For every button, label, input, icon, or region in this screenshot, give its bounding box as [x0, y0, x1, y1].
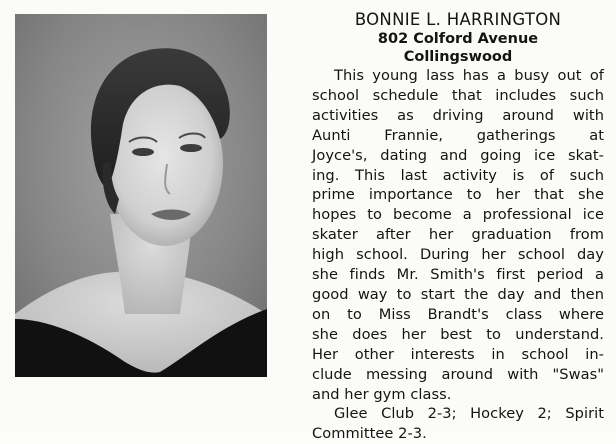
student-entry: [312, 10, 604, 444]
bio-line: hopes to become a professional ice: [312, 206, 604, 224]
portrait-image: [15, 14, 267, 377]
bio-line: on to Miss Brandt's class where: [312, 305, 604, 323]
bio-line: ing. This last activity is of such: [312, 166, 604, 184]
bio-line: prime importance to her that she: [312, 186, 604, 204]
student-bio: [312, 66, 604, 444]
bio-line: activities as driving around with: [312, 106, 604, 124]
bio-line: good way to start the day and then: [312, 285, 604, 303]
address-town: Collingswood: [403, 49, 513, 65]
bio-line: Her other interests in school in-: [312, 345, 604, 363]
bio-line: Joyce's, dating and going ice skat-: [312, 146, 604, 164]
bio-line: school schedule that includes such: [312, 86, 604, 104]
bio-line: Aunti Frannie, gatherings at: [312, 126, 604, 144]
activities-line: Committee 2-3.: [312, 425, 427, 443]
address-street: 802 Colford Avenue: [377, 31, 539, 47]
bio-line: she finds Mr. Smith's first period a: [312, 266, 604, 284]
bio-line: skater after her graduation from: [312, 226, 604, 244]
student-name: BONNIE L. HARRINGTON: [354, 10, 562, 29]
bio-line: clude messing around with "Swas": [312, 365, 604, 383]
bio-line: high school. During her school day: [312, 246, 604, 264]
activities-line: Glee Club 2-3; Hockey 2; Spirit: [334, 405, 604, 423]
bio-line: and her gym class.: [312, 385, 452, 403]
bio-line: This young lass has a busy out of: [334, 67, 604, 84]
student-portrait-photo: [15, 14, 267, 377]
bio-line: she does her best to understand.: [312, 325, 604, 343]
